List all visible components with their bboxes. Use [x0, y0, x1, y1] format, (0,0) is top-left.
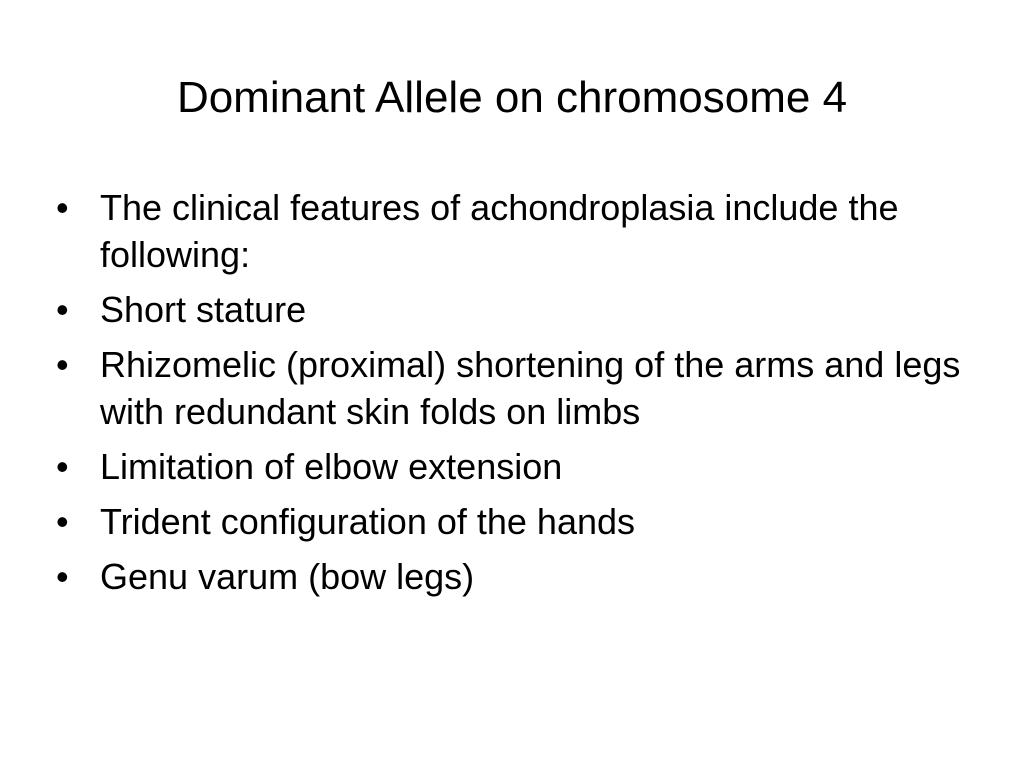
bullet-item: [56, 184, 986, 278]
bullet-item: [56, 498, 986, 545]
bullet-text: Limitation of elbow extension: [100, 446, 563, 487]
bullet-item: [56, 286, 986, 333]
bullet-dot-icon: •: [56, 446, 69, 487]
bullet-text: Trident configuration of the hands: [100, 501, 636, 542]
bullet-text: Rhizomelic (proximal) shortening of the arms and legs with redundant skin folds on limbs: [100, 344, 961, 432]
slide-title: Dominant Allele on chromosome 4: [176, 73, 848, 122]
bullet-text: Genu varum (bow legs): [100, 556, 475, 597]
bullet-list: [56, 184, 986, 608]
bullet-text: Short stature: [100, 289, 307, 330]
bullet-text: The clinical features of achondroplasia include the following:: [100, 187, 899, 275]
bullet-item: [56, 443, 986, 490]
bullet-dot-icon: •: [56, 556, 69, 597]
bullet-dot-icon: •: [56, 187, 69, 228]
bullet-dot-icon: •: [56, 501, 69, 542]
bullet-dot-icon: •: [56, 289, 69, 330]
bullet-item: [56, 553, 986, 600]
bullet-dot-icon: •: [56, 344, 69, 385]
bullet-item: [56, 341, 986, 435]
